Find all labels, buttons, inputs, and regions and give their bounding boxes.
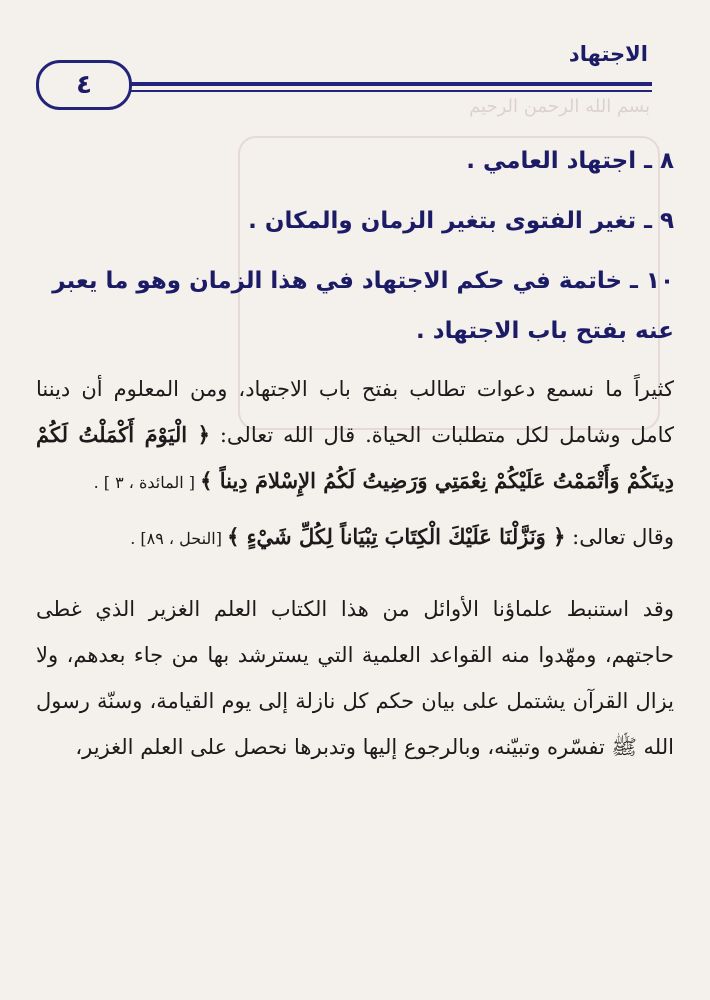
paragraph-1-text: كثيراً ما نسمع دعوات تطالب بفتح باب الاجتهاد، ومن المعلوم أن ديننا كامل وشامل لكل متطلبات الحياة. قال الله تعالى: xyxy=(36,377,674,447)
quran-verse-nahl: ﴿ وَنَزَّلْنَا عَلَيْكَ الْكِتَابَ تِبْيَاناً لِكُلِّ شَيْءٍ ﴾ xyxy=(227,524,566,549)
quran-verse-maidah: ﴿ الْيَوْمَ أَكْمَلْتُ لَكُمْ دِينَكُمْ وَأَتْمَمْتُ عَلَيْكُمْ نِعْمَتِي وَرَضِيتُ لَكُمُ الإِسْلامَ دِيناً ﴾ xyxy=(36,422,674,493)
verse-reference-maidah: [ المائدة ، ٣ ] . xyxy=(93,473,201,492)
page-number: ٤ xyxy=(76,70,92,100)
heading-item-9: ٩ ـ تغير الفتوى بتغير الزمان والمكان . xyxy=(248,208,674,234)
heading-item-10: ١٠ ـ خاتمة في حكم الاجتهاد في هذا الزمان وهو ما يعبر عنه بفتح باب الاجتهاد . xyxy=(52,268,674,344)
header-rule-thin xyxy=(130,90,652,92)
page-header xyxy=(24,28,664,100)
running-title: الاجتهاد xyxy=(568,42,648,66)
header-rule-thick xyxy=(130,82,652,86)
paragraph-3: وقد استنبط علماؤنا الأوائل من هذا الكتاب العلم الغزير الذي غطى حاجتهم، ومهّدوا منه القواعد العلمية التي يسترشد بها من جاء بعدهم، ولا يزال القرآن يشتمل على بيان حكم كل نازلة إلى يوم القيامة، وسنّة رسول الله ﷺ تفسّره وتبيّنه، وبالرجوع إليها وتدبرها نحصل على العلم الغزير، xyxy=(36,597,674,759)
bleed-through-basmala: بسم الله الرحمن الرحيم xyxy=(469,96,650,117)
page-number-badge xyxy=(36,60,132,110)
paragraph-2-text: وقال تعالى: xyxy=(565,525,674,549)
paragraph-2 xyxy=(36,514,674,562)
page-content xyxy=(36,118,674,770)
verse-reference-nahl: [النحل ، ٨٩] . xyxy=(130,529,228,548)
paragraph-1 xyxy=(36,366,674,506)
heading-item-8: ٨ ـ اجتهاد العامي . xyxy=(466,148,674,174)
